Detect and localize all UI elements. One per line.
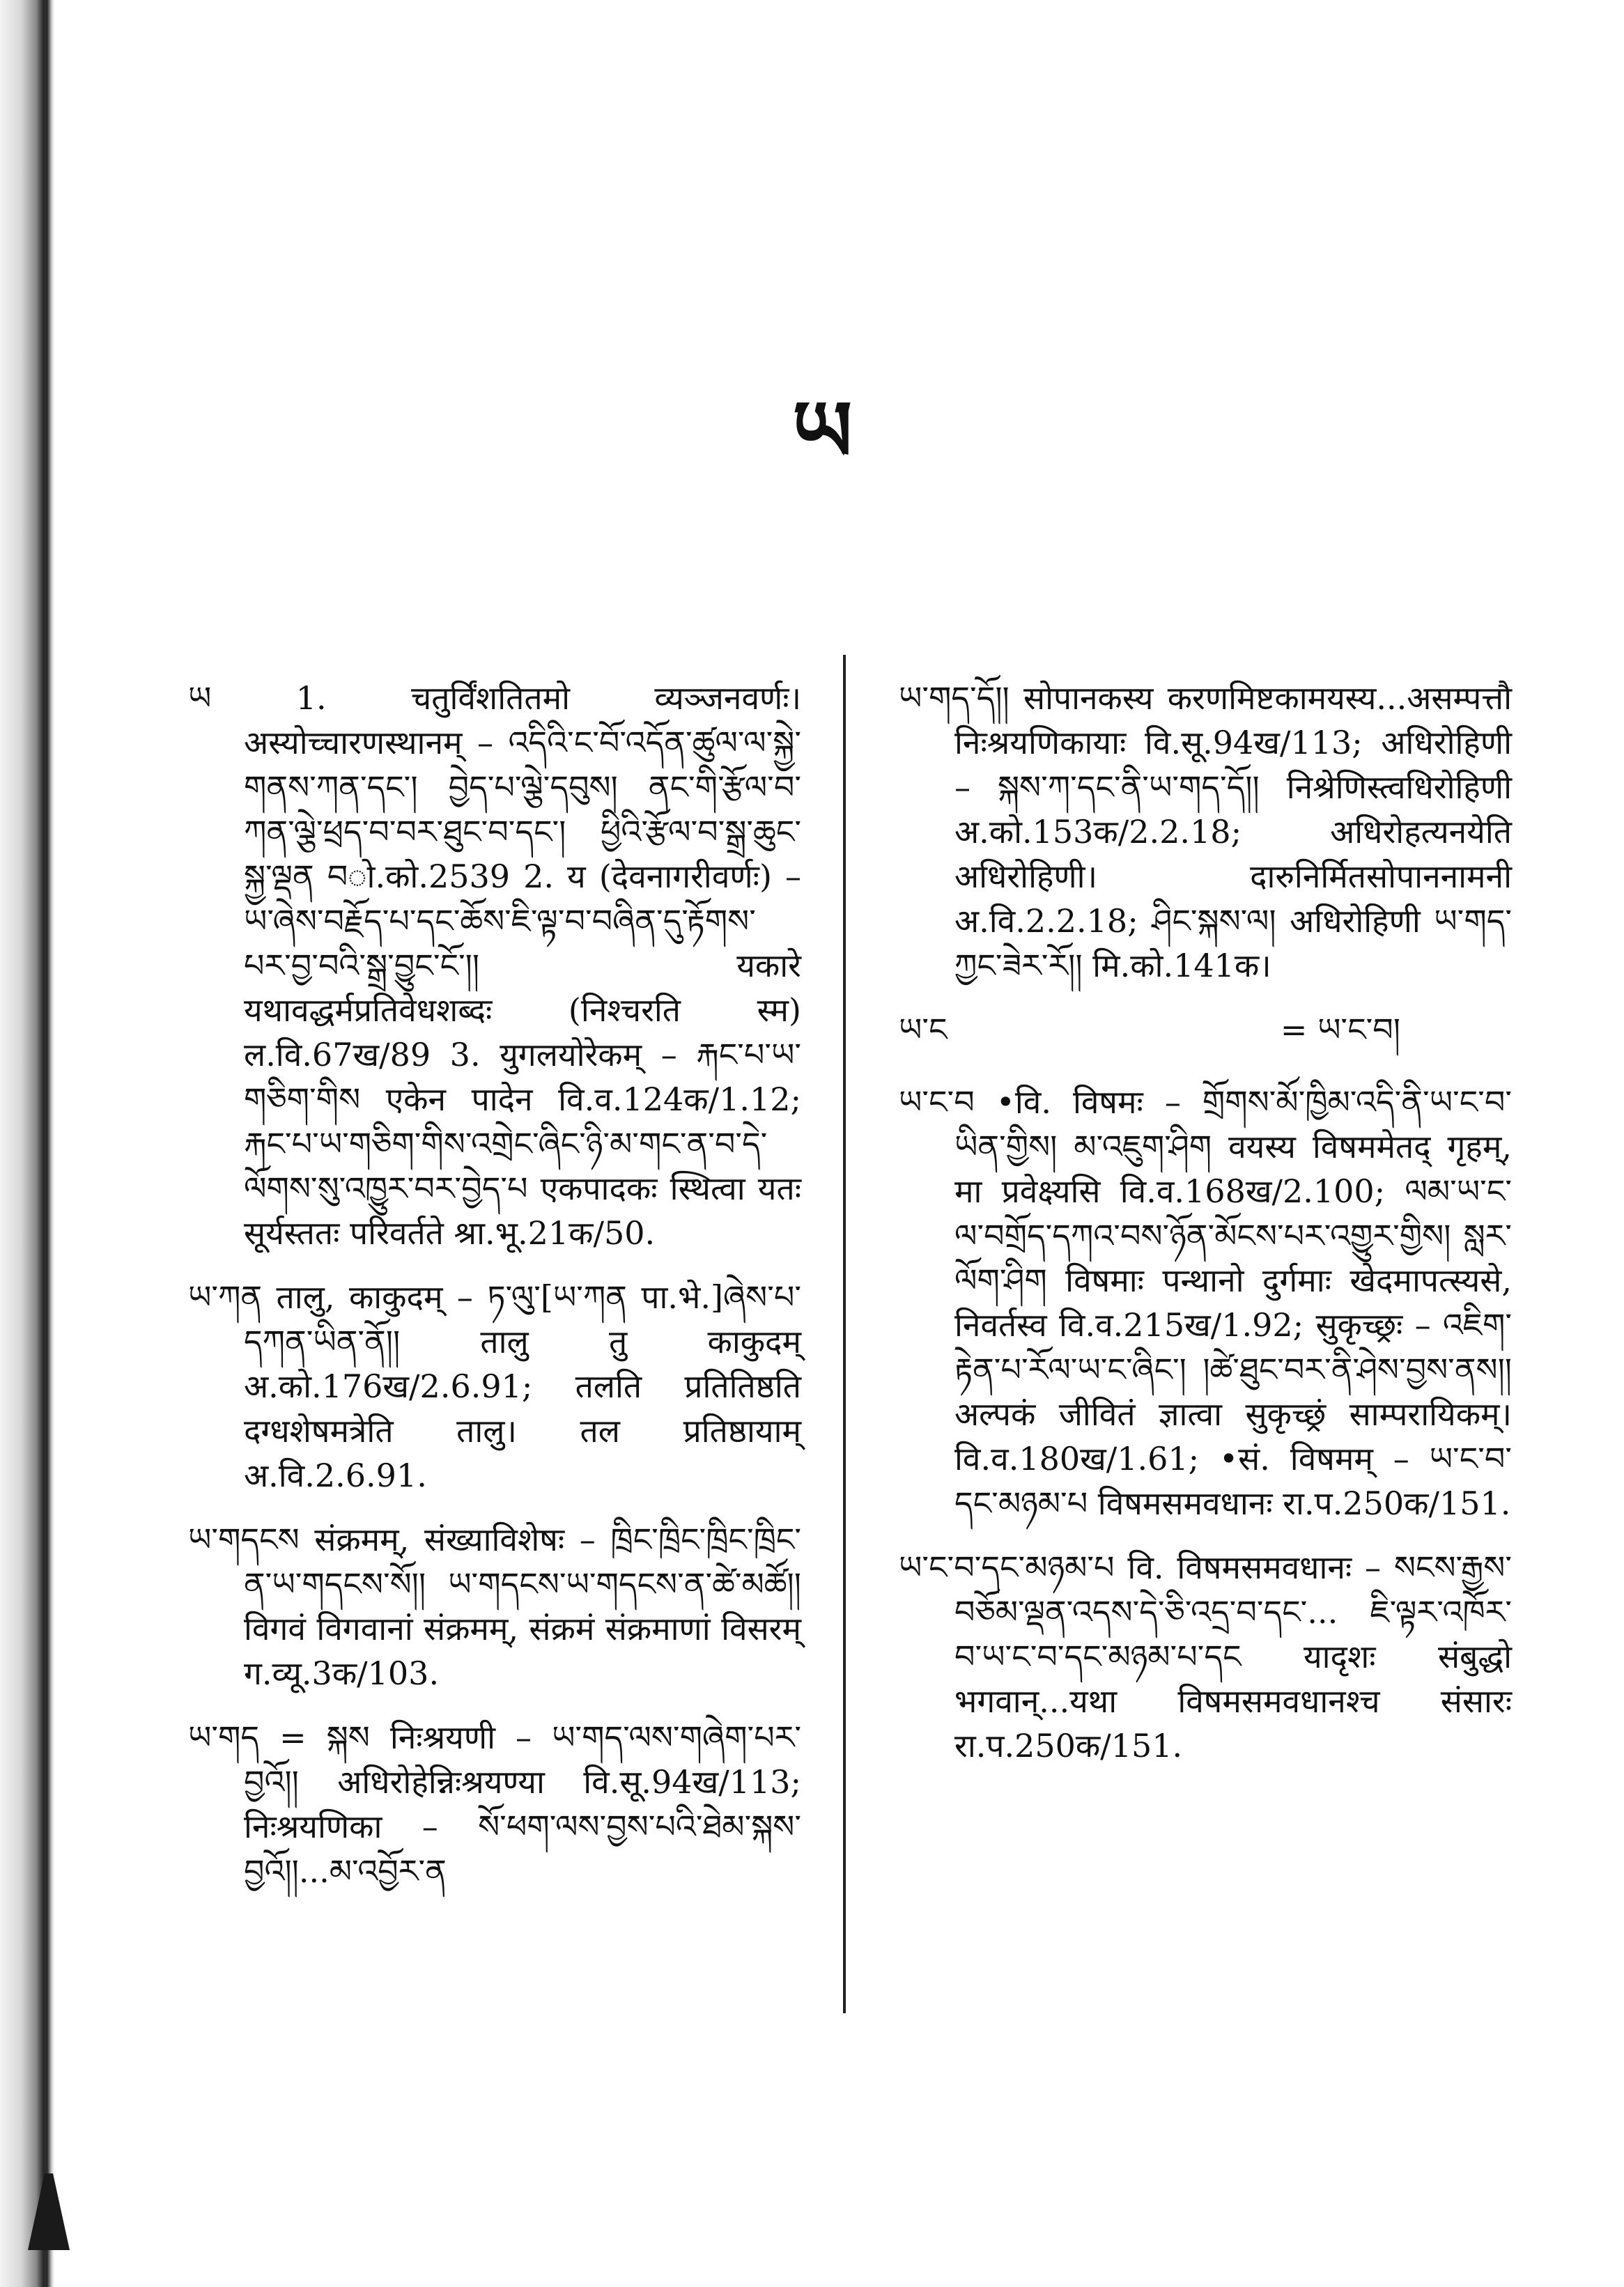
entry-text: संक्रमम्, संख्याविशेषः – ཁྲིང་ཁྲིང་ཁྲིང་ཁྲིང་ན་ཡ་གདངས་སོ།། ཡ་གདངས་ཡ་གདངས་ན་ཚེ་མཚོ།། विगवं विगवानां संक्रमम्, संक्रमं संक्रमाणां विसरम् ग.व्यू.3क/103. (244, 1521, 802, 1692)
scan-edge (0, 0, 54, 2287)
cross-reference-target: = ཡ་ང་བ། (1280, 1011, 1400, 1048)
entry-headword: ཡ (188, 679, 212, 717)
entry-headword: ཡ་ཀན (188, 1278, 263, 1316)
entry-headword: ཡ་ང་བ་དང་མཉམ་པ (899, 1549, 1115, 1586)
dictionary-entry (188, 1275, 801, 1498)
cross-reference-entry (899, 1007, 1400, 1052)
entry-text: ཡ་གད་དོ།། सोपानकस्य करणमिष्टकामयस्य...असम्पत्तौ निःश्रयणिकायाः वि.सू.94ख/113; अधिरोहिणी – སྐས་ཀ་དང་ནི་ཡ་གད་དོ།། निश्रेणिस्त्वधिरोहिणी अ.को.153क/2.2.18; अधिरोहत्यनयेति अधिरोहिणी। दारुनिर्मितसोपाननामनी अ.वि.2.2.18; ཤིང་སྐས་ལ། अधिरोहिणी ཡ་གད་ཀྱང་ཟེར་རོ།། मि.को.141क। (899, 679, 1512, 984)
dictionary-entry-continued (899, 676, 1512, 988)
dictionary-entry (899, 1545, 1512, 1768)
page-heading: ཡ (791, 382, 853, 481)
entry-text: = སྐས निःश्रयणी – ཡ་གད་ལས་གཞེག་པར་བྱའོ།། अधिरोहेन्निःश्रयण्या वि.सू.94ख/113; निःश्रयणिका – སོ་ཕག་ལས་བྱས་པའི་ཐེམ་སྐས་བྱའོ།།...མ་འབྱོར་ན (244, 1719, 802, 1890)
entry-text: वि. विषमसमवधानः – སངས་རྒྱས་བཅོམ་ལྡན་འདས་དེ་ཅི་འདྲ་བ་དང་... ཇི་ལྟར་འཁོར་བ་ཡ་ང་བ་དང་མཉམ་པ་དང यादृशः संबुद्धो भगवान्...यथा विषमसमवधानश्च संसारः रा.प.250क/151. (954, 1549, 1513, 1765)
entry-text: तालु, काकुदम् – ཏ་ལུ་[ཡ་ཀན पा.भे.]ཞེས་པ་དཀན་ཡིན་ནོ།། तालु तु काकुदम् अ.को.176ख/2.6.91; तलति प्रतितिष्ठति दग्धशेषमत्रेति तालु। तल प्रतिष्ठायाम् अ.वि.2.6.91. (244, 1278, 802, 1494)
entry-headword: ཡ་གད (188, 1719, 260, 1756)
dictionary-entry (188, 676, 801, 1255)
entry-text: •वि. विषमः – གྲོགས་མོ་ཁྱིམ་འདི་ནི་ཡ་ང་བ་ཡིན་གྱིས། མ་འཇུག་ཤིག वयस्य विषममेतद् गृहम्, मा प्रवेक्ष्यसि वि.व.168ख/2.100; ལམ་ཡ་ང་ལ་བགྲོད་དཀའ་བས་ཉོན་མོངས་པར་འགྱུར་གྱིས། སླར་ལོག་ཤིག विषमाः पन्थानो दुर्गमाः खेदमापत्स्यसे, निवर्तस्व वि.व.215ख/1.92; सुकृच्छ्रः – འཇིག་རྟེན་པ་རོལ་ཡ་ང་ཞིང་། །ཚེ་ཐུང་བར་ནི་ཤེས་བྱས་ནས།། अल्पकं जीवितं ज्ञात्वा सुकृच्छ्रं साम्परायिकम्। वि.व.180ख/1.61; •सं. विषमम् – ཡ་ང་བ་དང་མཉམ་པ विषमसमवधानः रा.प.250क/151. (954, 1083, 1512, 1522)
dictionary-entry (899, 1080, 1512, 1526)
entry-headword: ཡ་གདངས (188, 1521, 300, 1558)
left-column (188, 676, 801, 1913)
entry-headword: ཡ་ང (899, 1011, 948, 1048)
entry-text: 1. चतुर्विंशतितमो व्यञ्जनवर्णः। अस्योच्चारणस्थानम् – འདིའི་ང་བོ་འདོན་ཚུལ་ལ་སྐྱེ་གནས་ཀན་དང་། བྱེད་པ་ལྕེ་དབུས། ནང་གི་རྩོལ་བ་ཀན་ལྕེ་ཕྲད་བ་བར་ཐུང་བ་དང་། ཕྱིའི་རྩོལ་བ་སྒྲ་ཆུང་སྐྱ་ལྡན བो.को.2539 2. य (देवनागरीवर्णः) – ཡ་ཞེས་བརྗོད་པ་དང་ཆོས་ཇི་ལྟ་བ་བཞིན་དུ་རྟོགས་པར་བྱ་བའི་སྒྲ་བྱུང་ངོ་།། यकारे यथावद्धर्मप्रतिवेधशब्दः (निश्चरति स्म) ल.वि.67ख/89 3. युगलयोरेकम् – རྐང་པ་ཡ་གཅིག་གིས एकेन पादेन वि.व.124क/1.12; རྐང་པ་ཡ་གཅིག་གིས་འགྲེང་ཞིང་ཉི་མ་གང་ན་བ་དེ་ལོགས་སུ་འཁྱུར་བར་བྱེད་པ एकपादकः स्थित्वा यतः सूर्यस्ततः परिवर्तते श्रा.भू.21क/50. (244, 679, 802, 1252)
column-divider (843, 655, 846, 2013)
right-column (899, 676, 1512, 1788)
dictionary-entry (188, 1715, 801, 1893)
dictionary-entry (188, 1517, 801, 1696)
entry-headword: ཡ་ང་བ (899, 1083, 975, 1121)
